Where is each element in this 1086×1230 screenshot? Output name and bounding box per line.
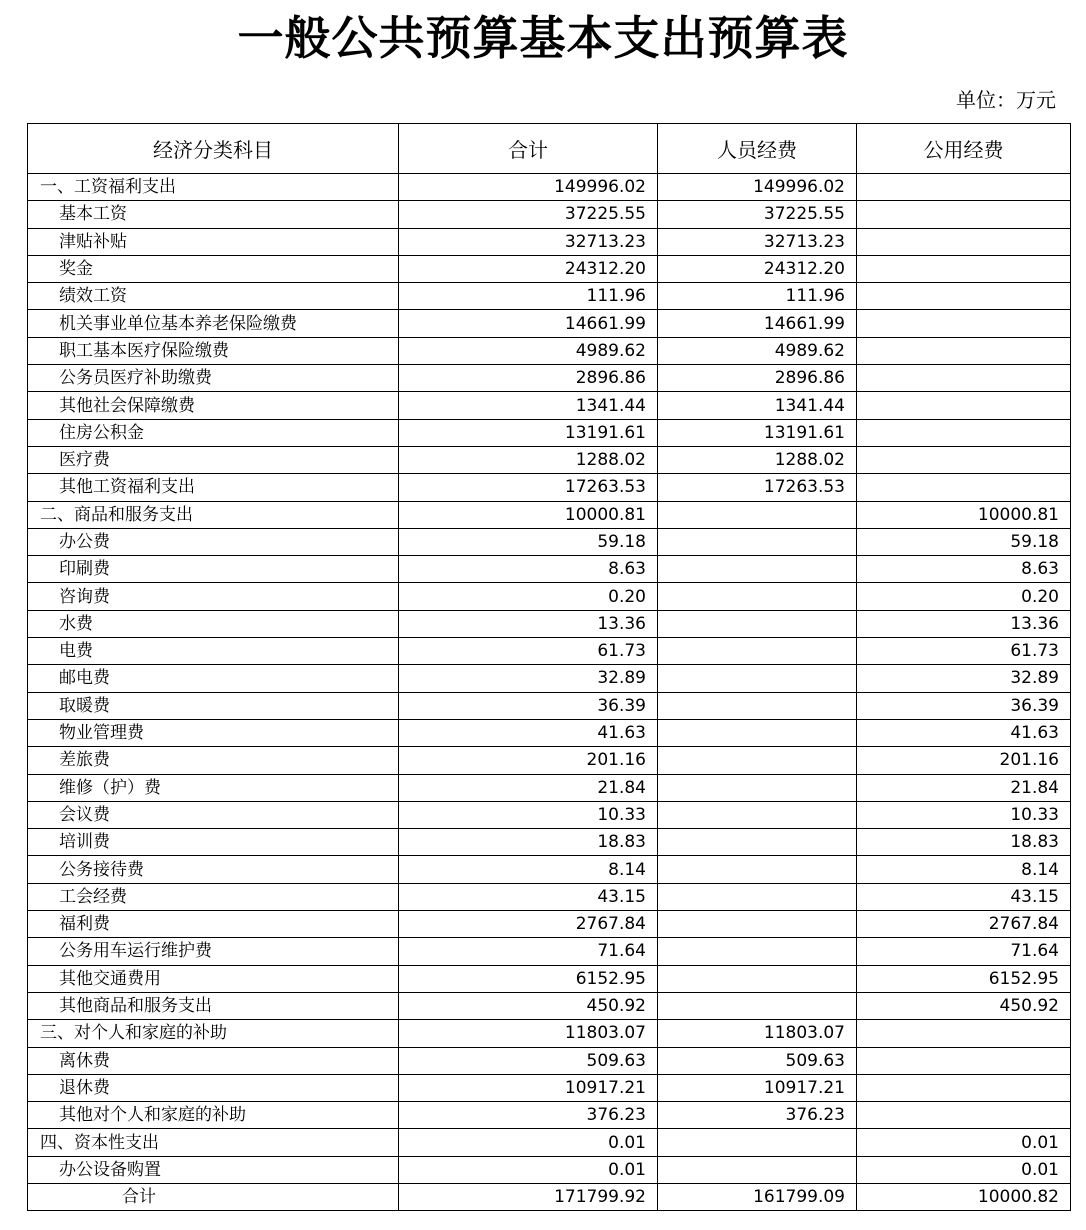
table-row xyxy=(28,337,1071,364)
row-public xyxy=(857,255,1071,282)
table-row xyxy=(28,610,1071,637)
row-public: 6152.95 xyxy=(857,965,1071,992)
table-row xyxy=(28,365,1071,392)
total-row xyxy=(28,1183,1071,1210)
row-name: 印刷费 xyxy=(28,556,399,583)
row-total: 21.84 xyxy=(399,774,658,801)
table-row xyxy=(28,638,1071,665)
row-public xyxy=(857,446,1071,473)
table-row xyxy=(28,1102,1071,1129)
row-public xyxy=(857,392,1071,419)
row-public xyxy=(857,310,1071,337)
table-row xyxy=(28,1129,1071,1156)
row-name: 其他工资福利支出 xyxy=(28,474,399,501)
table-row xyxy=(28,174,1071,201)
row-personnel: 37225.55 xyxy=(658,201,857,228)
row-public: 0.01 xyxy=(857,1129,1071,1156)
row-personnel xyxy=(658,556,857,583)
row-personnel: 14661.99 xyxy=(658,310,857,337)
row-name: 其他对个人和家庭的补助 xyxy=(28,1102,399,1129)
row-total: 11803.07 xyxy=(399,1020,658,1047)
row-total: 509.63 xyxy=(399,1047,658,1074)
row-personnel: 1288.02 xyxy=(658,446,857,473)
row-name: 办公设备购置 xyxy=(28,1156,399,1183)
row-personnel: 1341.44 xyxy=(658,392,857,419)
row-personnel: 24312.20 xyxy=(658,255,857,282)
table-row xyxy=(28,201,1071,228)
row-public xyxy=(857,228,1071,255)
table-row xyxy=(28,583,1071,610)
row-personnel: 161799.09 xyxy=(658,1183,857,1210)
row-total: 0.01 xyxy=(399,1156,658,1183)
row-personnel xyxy=(658,856,857,883)
row-personnel: 17263.53 xyxy=(658,474,857,501)
row-name: 电费 xyxy=(28,638,399,665)
row-personnel xyxy=(658,638,857,665)
row-personnel xyxy=(658,665,857,692)
header-row xyxy=(28,124,1071,174)
row-total: 10917.21 xyxy=(399,1074,658,1101)
row-name: 其他社会保障缴费 xyxy=(28,392,399,419)
row-personnel xyxy=(658,1129,857,1156)
row-name: 其他商品和服务支出 xyxy=(28,992,399,1019)
row-public: 71.64 xyxy=(857,938,1071,965)
budget-table xyxy=(27,123,1071,1211)
row-total: 43.15 xyxy=(399,883,658,910)
row-name: 奖金 xyxy=(28,255,399,282)
row-public xyxy=(857,1047,1071,1074)
row-name: 津贴补贴 xyxy=(28,228,399,255)
row-name: 离休费 xyxy=(28,1047,399,1074)
row-total: 0.20 xyxy=(399,583,658,610)
row-personnel xyxy=(658,719,857,746)
row-public xyxy=(857,337,1071,364)
table-row xyxy=(28,528,1071,555)
row-total: 2896.86 xyxy=(399,365,658,392)
row-total: 4989.62 xyxy=(399,337,658,364)
row-name: 维修（护）费 xyxy=(28,774,399,801)
row-name: 合计 xyxy=(28,1183,399,1210)
row-name: 水费 xyxy=(28,610,399,637)
row-public: 21.84 xyxy=(857,774,1071,801)
row-name: 差旅费 xyxy=(28,747,399,774)
row-total: 10.33 xyxy=(399,801,658,828)
row-public: 36.39 xyxy=(857,692,1071,719)
row-personnel: 13191.61 xyxy=(658,419,857,446)
row-personnel xyxy=(658,965,857,992)
row-personnel: 111.96 xyxy=(658,283,857,310)
row-total: 59.18 xyxy=(399,528,658,555)
table-row xyxy=(28,255,1071,282)
table-row xyxy=(28,1074,1071,1101)
row-public: 10.33 xyxy=(857,801,1071,828)
table-row xyxy=(28,992,1071,1019)
table-row xyxy=(28,747,1071,774)
table-row xyxy=(28,938,1071,965)
row-total: 61.73 xyxy=(399,638,658,665)
table-row xyxy=(28,911,1071,938)
row-personnel xyxy=(658,938,857,965)
row-name: 职工基本医疗保险缴费 xyxy=(28,337,399,364)
row-total: 149996.02 xyxy=(399,174,658,201)
table-row xyxy=(28,801,1071,828)
row-name: 公务员医疗补助缴费 xyxy=(28,365,399,392)
row-total: 32.89 xyxy=(399,665,658,692)
row-public: 43.15 xyxy=(857,883,1071,910)
row-name: 其他交通费用 xyxy=(28,965,399,992)
row-public: 2767.84 xyxy=(857,911,1071,938)
table-row xyxy=(28,1156,1071,1183)
row-total: 41.63 xyxy=(399,719,658,746)
row-personnel: 10917.21 xyxy=(658,1074,857,1101)
table-row xyxy=(28,556,1071,583)
row-total: 8.63 xyxy=(399,556,658,583)
row-name: 咨询费 xyxy=(28,583,399,610)
row-total: 201.16 xyxy=(399,747,658,774)
header-total: 合计 xyxy=(399,124,658,174)
row-name: 二、商品和服务支出 xyxy=(28,501,399,528)
row-public: 10000.81 xyxy=(857,501,1071,528)
row-personnel: 2896.86 xyxy=(658,365,857,392)
row-total: 6152.95 xyxy=(399,965,658,992)
row-personnel xyxy=(658,774,857,801)
row-public xyxy=(857,174,1071,201)
row-name: 培训费 xyxy=(28,829,399,856)
row-personnel: 11803.07 xyxy=(658,1020,857,1047)
row-total: 171799.92 xyxy=(399,1183,658,1210)
row-name: 取暖费 xyxy=(28,692,399,719)
row-personnel: 149996.02 xyxy=(658,174,857,201)
row-total: 2767.84 xyxy=(399,911,658,938)
row-total: 71.64 xyxy=(399,938,658,965)
row-total: 1341.44 xyxy=(399,392,658,419)
row-total: 14661.99 xyxy=(399,310,658,337)
row-public: 61.73 xyxy=(857,638,1071,665)
row-total: 8.14 xyxy=(399,856,658,883)
row-name: 公务接待费 xyxy=(28,856,399,883)
row-personnel xyxy=(658,801,857,828)
row-name: 机关事业单位基本养老保险缴费 xyxy=(28,310,399,337)
row-public xyxy=(857,283,1071,310)
table-row xyxy=(28,965,1071,992)
row-personnel: 4989.62 xyxy=(658,337,857,364)
header-personnel: 人员经费 xyxy=(658,124,857,174)
table-row xyxy=(28,419,1071,446)
row-public: 41.63 xyxy=(857,719,1071,746)
row-public: 32.89 xyxy=(857,665,1071,692)
row-personnel xyxy=(658,583,857,610)
row-personnel xyxy=(658,501,857,528)
row-total: 450.92 xyxy=(399,992,658,1019)
row-total: 18.83 xyxy=(399,829,658,856)
row-public: 18.83 xyxy=(857,829,1071,856)
row-name: 邮电费 xyxy=(28,665,399,692)
row-personnel: 376.23 xyxy=(658,1102,857,1129)
row-public: 450.92 xyxy=(857,992,1071,1019)
table-row xyxy=(28,310,1071,337)
row-personnel xyxy=(658,992,857,1019)
row-public: 0.01 xyxy=(857,1156,1071,1183)
row-name: 住房公积金 xyxy=(28,419,399,446)
row-public: 0.20 xyxy=(857,583,1071,610)
row-personnel xyxy=(658,692,857,719)
table-row xyxy=(28,829,1071,856)
row-personnel xyxy=(658,528,857,555)
row-name: 会议费 xyxy=(28,801,399,828)
row-name: 公务用车运行维护费 xyxy=(28,938,399,965)
table-row xyxy=(28,883,1071,910)
row-name: 医疗费 xyxy=(28,446,399,473)
row-name: 工会经费 xyxy=(28,883,399,910)
table-row xyxy=(28,1020,1071,1047)
table-row xyxy=(28,856,1071,883)
table-row xyxy=(28,228,1071,255)
header-public: 公用经费 xyxy=(857,124,1071,174)
header-category: 经济分类科目 xyxy=(28,124,399,174)
row-name: 物业管理费 xyxy=(28,719,399,746)
row-public xyxy=(857,365,1071,392)
row-name: 绩效工资 xyxy=(28,283,399,310)
row-name: 办公费 xyxy=(28,528,399,555)
row-public: 201.16 xyxy=(857,747,1071,774)
table-row xyxy=(28,474,1071,501)
row-public: 59.18 xyxy=(857,528,1071,555)
row-total: 1288.02 xyxy=(399,446,658,473)
row-public xyxy=(857,1074,1071,1101)
table-row xyxy=(28,1047,1071,1074)
row-personnel xyxy=(658,747,857,774)
row-public xyxy=(857,1020,1071,1047)
table-row xyxy=(28,283,1071,310)
row-personnel: 509.63 xyxy=(658,1047,857,1074)
row-personnel xyxy=(658,610,857,637)
table-row xyxy=(28,665,1071,692)
row-name: 一、工资福利支出 xyxy=(28,174,399,201)
table-row xyxy=(28,774,1071,801)
table-row xyxy=(28,446,1071,473)
row-total: 13191.61 xyxy=(399,419,658,446)
row-public: 8.63 xyxy=(857,556,1071,583)
row-total: 36.39 xyxy=(399,692,658,719)
table-row xyxy=(28,392,1071,419)
row-total: 376.23 xyxy=(399,1102,658,1129)
row-total: 32713.23 xyxy=(399,228,658,255)
row-personnel xyxy=(658,911,857,938)
row-public xyxy=(857,474,1071,501)
row-name: 基本工资 xyxy=(28,201,399,228)
row-personnel: 32713.23 xyxy=(658,228,857,255)
table-row xyxy=(28,692,1071,719)
row-public: 8.14 xyxy=(857,856,1071,883)
row-total: 24312.20 xyxy=(399,255,658,282)
table-row xyxy=(28,719,1071,746)
table-body xyxy=(28,174,1071,1211)
row-personnel xyxy=(658,883,857,910)
row-personnel xyxy=(658,829,857,856)
row-total: 111.96 xyxy=(399,283,658,310)
row-total: 17263.53 xyxy=(399,474,658,501)
row-total: 10000.81 xyxy=(399,501,658,528)
row-total: 37225.55 xyxy=(399,201,658,228)
row-name: 退休费 xyxy=(28,1074,399,1101)
row-total: 0.01 xyxy=(399,1129,658,1156)
row-personnel xyxy=(658,1156,857,1183)
row-name: 三、对个人和家庭的补助 xyxy=(28,1020,399,1047)
row-name: 福利费 xyxy=(28,911,399,938)
row-name: 四、资本性支出 xyxy=(28,1129,399,1156)
row-public xyxy=(857,1102,1071,1129)
row-public: 13.36 xyxy=(857,610,1071,637)
row-public: 10000.82 xyxy=(857,1183,1071,1210)
table-row xyxy=(28,501,1071,528)
row-public xyxy=(857,419,1071,446)
row-total: 13.36 xyxy=(399,610,658,637)
unit-label: 单位：万元 xyxy=(956,88,1056,112)
page-title: 一般公共预算基本支出预算表 xyxy=(237,11,849,65)
row-public xyxy=(857,201,1071,228)
